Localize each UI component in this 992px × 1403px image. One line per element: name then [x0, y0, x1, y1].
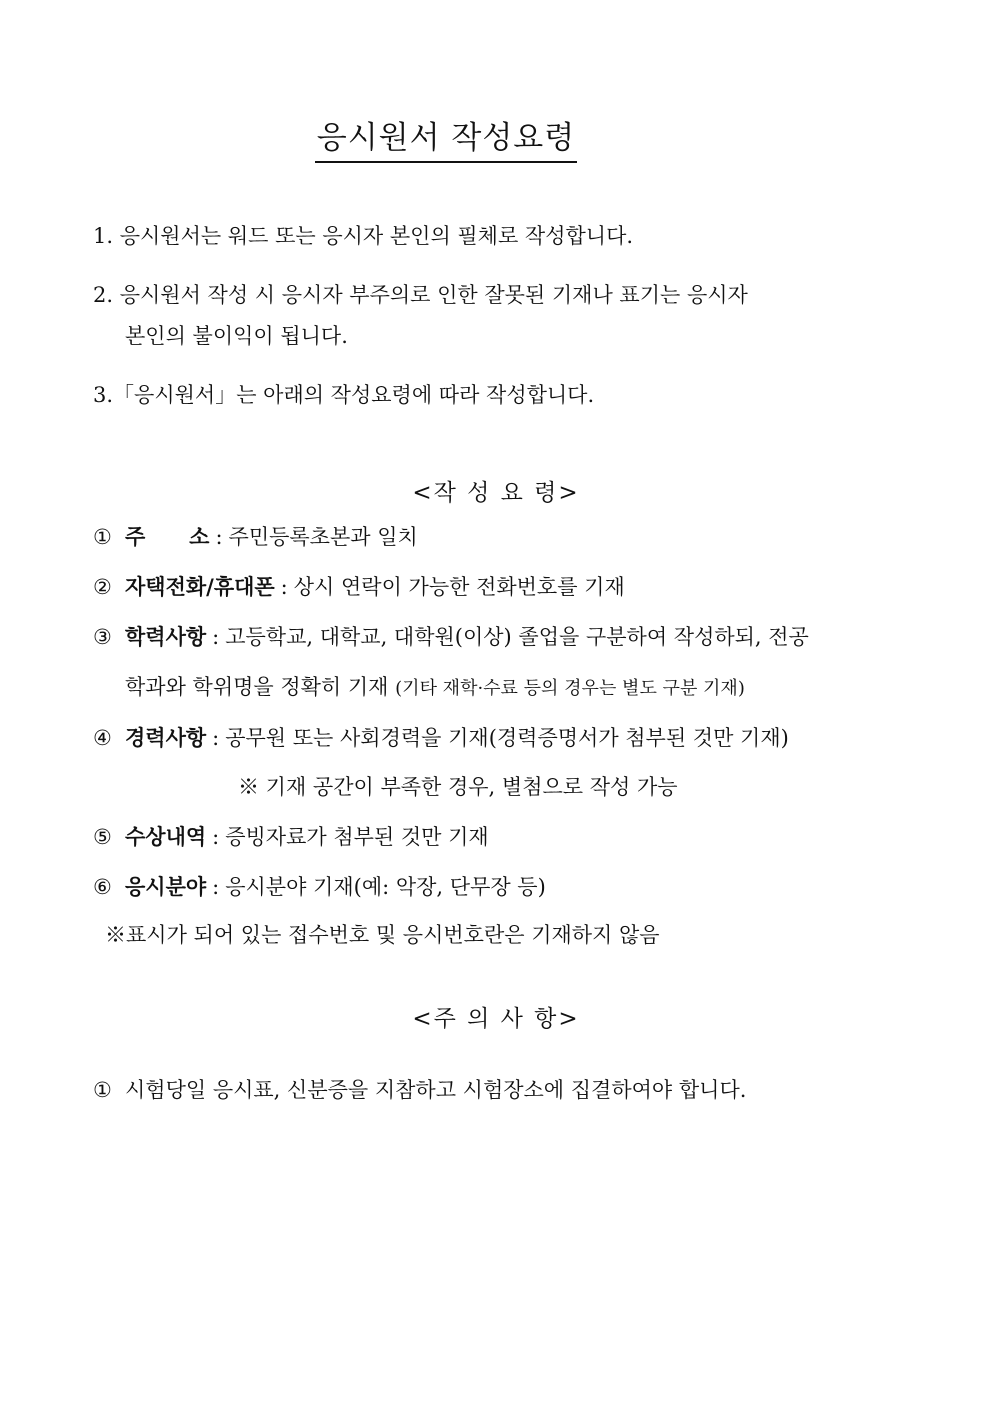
guide-item-text: 응시분야 기재(예: 악장, 단무장 등): [225, 875, 546, 899]
guide-item-continuation-note: (기타 재학·수료 등의 경우는 별도 구분 기재): [395, 678, 745, 699]
guide-item-label: 경력사항: [125, 725, 207, 750]
guide-footnote: ※표시가 되어 있는 접수번호 및 응시번호란은 기재하지 않음: [105, 923, 660, 947]
guide-item-text: 공무원 또는 사회경력을 기재(경력증명서가 첨부된 것만 기재): [225, 726, 789, 750]
guide-item-label: 자택전화/휴대폰: [125, 574, 275, 599]
intro-item-2-continuation: 본인의 불이익이 됩니다.: [125, 324, 348, 348]
intro-item-number: 2.: [93, 283, 114, 307]
guide-item-awards: ⑤ 수상내역 : 증빙자료가 첨부된 것만 기재: [93, 824, 489, 849]
guide-item-number: ④: [93, 726, 112, 750]
guide-item-text: 고등학교, 대학교, 대학원(이상) 졸업을 구분하여 작성하되, 전공: [225, 625, 809, 649]
guide-item-label: 학력사항: [125, 624, 207, 649]
guide-item-label: 주 소: [125, 524, 210, 549]
guide-item-field: ⑥ 응시분야 : 응시분야 기재(예: 악장, 단무장 등): [93, 874, 546, 899]
caution-item-number: ①: [93, 1078, 112, 1102]
intro-item-number: 3.: [93, 383, 114, 407]
guide-item-continuation-text: 학과와 학위명을 정확히 기재: [125, 675, 389, 699]
intro-item-number: 1.: [93, 224, 114, 248]
guide-item-label: 수상내역: [125, 824, 207, 849]
intro-item-text: 응시원서는 워드 또는 응시자 본인의 필체로 작성합니다.: [119, 224, 634, 248]
guide-item-number: ⑤: [93, 825, 112, 849]
caution-item-text: 시험당일 응시표, 신분증을 지참하고 시험장소에 집결하여야 합니다.: [125, 1078, 747, 1102]
guide-item-phone: ② 자택전화/휴대폰 : 상시 연락이 가능한 전화번호를 기재: [93, 574, 625, 599]
intro-item-2: [93, 285, 748, 306]
intro-item-3: [93, 385, 594, 406]
guide-item-education-continuation: [125, 677, 745, 698]
guide-item-career: ④ 경력사항 : 공무원 또는 사회경력을 기재(경력증명서가 첨부된 것만 기재): [93, 725, 789, 750]
intro-item-1: [93, 226, 633, 247]
document-title-text: 응시원서 작성요령: [315, 112, 577, 163]
guide-item-number: ②: [93, 575, 112, 599]
guide-item-address: ① 주 소 : 주민등록초본과 일치: [93, 524, 418, 549]
guide-item-career-note: ※ 기재 공간이 부족한 경우, 별첨으로 작성 가능: [238, 775, 678, 799]
guide-item-text: 상시 연락이 가능한 전화번호를 기재: [293, 575, 625, 599]
guide-item-number: ⑥: [93, 875, 112, 899]
guide-item-education: ③ 학력사항 : 고등학교, 대학교, 대학원(이상) 졸업을 구분하여 작성하되, 전공: [93, 624, 809, 649]
guide-item-text: 주민등록초본과 일치: [228, 525, 418, 549]
guide-heading: <작 성 요 령>: [412, 480, 580, 506]
caution-heading: <주 의 사 항>: [412, 1006, 580, 1032]
intro-item-text: 응시원서 작성 시 응시자 부주의로 인한 잘못된 기재나 표기는 응시자: [119, 283, 748, 307]
guide-item-number: ③: [93, 625, 112, 649]
guide-item-text: 증빙자료가 첨부된 것만 기재: [225, 825, 489, 849]
caution-item-1: [93, 1080, 746, 1101]
document-title: [0, 112, 892, 163]
guide-item-number: ①: [93, 525, 112, 549]
guide-item-label: 응시분야: [125, 874, 207, 899]
intro-item-text: 「응시원서」는 아래의 작성요령에 따라 작성합니다.: [113, 383, 595, 407]
